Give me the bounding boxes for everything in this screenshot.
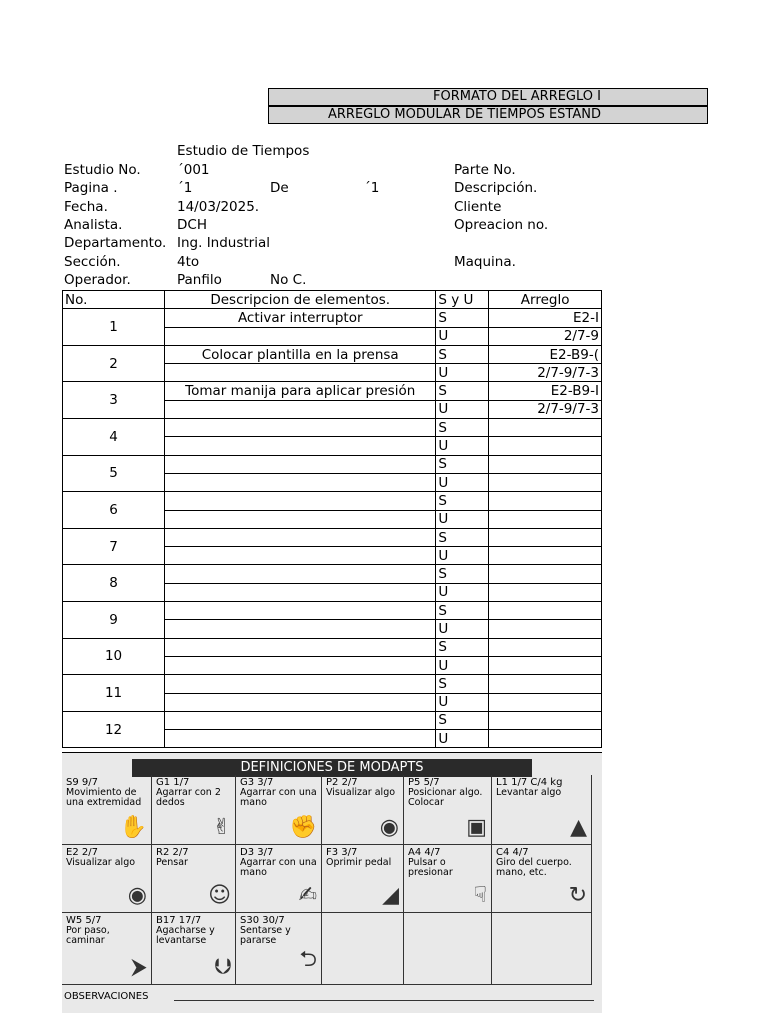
s-cell: S [436,492,489,510]
pagina-value: ´1 [177,180,193,196]
row-number-cell: 3 [63,382,165,419]
s-code-cell [489,638,602,656]
eye-icon: ◉ [379,815,399,840]
modapts-description: Visualizar algo [326,787,396,798]
element-description-cell-2 [165,400,436,418]
s-code-cell [489,419,602,437]
u-code-cell [489,620,602,638]
modapts-cell [236,913,322,985]
row-number-cell: 8 [63,565,165,602]
estudio-label: Estudio No. [64,162,141,178]
departamento-label: Departamento. [64,235,167,251]
handshake-icon: ✍ [298,883,317,908]
modapts-cell [152,845,236,913]
eye-icon: ◉ [127,883,147,908]
s-code-cell [489,675,602,693]
s-cell: S [436,565,489,583]
modapts-cell [322,775,404,845]
modapts-cell [404,775,492,845]
header-s-y-u: S y U [436,291,489,309]
modapts-cell [322,913,404,985]
s-cell: S [436,455,489,473]
think-icon: ☺ [208,883,231,908]
elements-table-body [63,291,602,748]
row-number-cell: 10 [63,638,165,675]
pinch-icon: ✌ [212,815,231,840]
analista-label: Analista. [64,217,123,233]
cliente-label: Cliente [454,199,502,215]
parte-label: Parte No. [454,162,516,178]
table-row [63,528,602,546]
u-code-cell [489,656,602,674]
fecha-label: Fecha. [64,199,108,215]
press-icon: ☟ [473,883,487,908]
s-cell: S [436,419,489,437]
s-cell: S [436,345,489,363]
modapts-description: Agarrar con una mano [240,857,317,878]
table-row [63,675,602,693]
u-code-cell [489,583,602,601]
modapts-description: Movimiento de una extremidad [66,787,142,808]
modapts-cell [152,775,236,845]
modapts-cell [404,913,492,985]
element-description-cell [165,638,436,656]
modapts-description: Por paso, caminar [66,925,110,946]
place-icon: ▣ [466,815,487,840]
modapts-description: Levantar algo [496,787,562,798]
element-description-cell [165,528,436,546]
u-code-cell [489,437,602,455]
u-code-cell: 2/7-9 [489,327,602,345]
u-cell: U [436,547,489,565]
element-description-cell [165,419,436,437]
de-label: De [270,180,289,196]
study-title: Estudio de Tiempos [177,143,310,159]
modapts-cell [62,775,152,845]
row-number-cell: 9 [63,602,165,639]
walk-icon: ⮞ [131,955,147,980]
operador-value: Panfilo [177,272,222,288]
element-description-cell [165,565,436,583]
table-row [63,638,602,656]
element-description-cell-2 [165,473,436,491]
u-code-cell [489,547,602,565]
u-cell: U [436,327,489,345]
u-code-cell [489,510,602,528]
modapts-cell [492,913,592,985]
s-cell: S [436,528,489,546]
seccion-label: Sección. [64,254,121,270]
element-description-cell [165,711,436,729]
table-row [63,345,602,363]
modapts-code: R2 2/7 [156,847,189,858]
table-row [63,602,602,620]
pedal-icon: ◢ [382,883,399,908]
header-no: No. [63,291,165,309]
modapts-cell [152,913,236,985]
modapts-cell [62,845,152,913]
element-description-cell-2 [165,437,436,455]
table-row [63,455,602,473]
row-number-cell: 12 [63,711,165,748]
u-code-cell: 2/7-9/7-3 [489,400,602,418]
bend-icon: ⮋ [214,955,231,980]
s-code-cell: E2-B9-I [489,382,602,400]
modapts-description: Pulsar o presionar [408,857,453,878]
s-cell: S [436,711,489,729]
operador-label: Operador. [64,272,131,288]
element-description-cell [165,675,436,693]
modapts-cell [404,845,492,913]
modapts-cell [322,845,404,913]
u-cell: U [436,656,489,674]
modapts-description: Giro del cuerpo. mano, etc. [496,857,572,878]
modapts-code: W5 5/7 [66,915,102,926]
no-c-label: No C. [270,272,307,288]
modapts-code: G3 3/7 [240,777,274,788]
table-row [63,565,602,583]
pagina-label: Pagina . [64,180,118,196]
element-description-cell-2 [165,327,436,345]
element-description-cell: Colocar plantilla en la prensa [165,345,436,363]
descripcion-label: Descripción. [454,180,538,196]
modapts-code: G1 1/7 [156,777,190,788]
element-description-cell-2 [165,583,436,601]
header-arreglo: Arreglo [489,291,602,309]
banner-2-overflow [603,107,708,124]
s-cell: S [436,382,489,400]
de-value: ´1 [364,180,380,196]
modapts-code: S30 30/7 [240,915,285,926]
element-description-cell [165,492,436,510]
s-code-cell [489,602,602,620]
s-code-cell: E2-B9-( [489,345,602,363]
u-code-cell [489,473,602,491]
seccion-value: 4to [177,254,200,270]
s-code-cell: E2-I [489,309,602,327]
table-row [63,309,602,327]
element-description-cell [165,455,436,473]
modapts-code: S9 9/7 [66,777,98,788]
row-number-cell: 5 [63,455,165,492]
modapts-code: L1 1/7 C/4 kg [496,777,563,788]
s-code-cell [489,565,602,583]
u-cell: U [436,620,489,638]
element-description-cell-2 [165,730,436,748]
modapts-description: Posicionar algo. Colocar [408,787,483,808]
weight-icon: ▲ [570,815,587,840]
table-header-row [63,291,602,309]
departamento-value: Ing. Industrial [177,235,271,251]
header-descripcion: Descripcion de elementos. [165,291,436,309]
u-cell: U [436,364,489,382]
s-code-cell [489,711,602,729]
modapts-cell [492,845,592,913]
modapts-description: Sentarse y pararse [240,925,291,946]
modapts-code: E2 2/7 [66,847,98,858]
element-description-cell-2 [165,620,436,638]
u-cell: U [436,583,489,601]
u-cell: U [436,510,489,528]
element-description-cell-2 [165,364,436,382]
elements-table [62,290,602,748]
modapts-code: P5 5/7 [408,777,440,788]
u-cell: U [436,693,489,711]
arm-icon: ✋ [119,815,147,840]
element-description-cell: Activar interruptor [165,309,436,327]
table-row [63,419,602,437]
s-code-cell [489,455,602,473]
modapts-code: P2 2/7 [326,777,358,788]
banner-2-text: ARREGLO MODULAR DE TIEMPOS ESTAND [327,107,601,122]
table-row [63,492,602,510]
u-cell: U [436,473,489,491]
modapts-cell [492,775,592,845]
modapts-cell [236,775,322,845]
row-number-cell: 1 [63,309,165,346]
modapts-description: Agacharse y levantarse [156,925,215,946]
fecha-value: 14/03/2025. [177,199,260,215]
banner-1-overflow [603,89,708,106]
maquina-label: Maquina. [454,254,516,270]
s-cell: S [436,638,489,656]
sit-icon: ⮌ [299,947,317,972]
row-number-cell: 2 [63,345,165,382]
modapts-description: Oprimir pedal [326,857,392,868]
s-code-cell [489,528,602,546]
s-cell: S [436,675,489,693]
modapts-description: Agarrar con una mano [240,787,317,808]
modapts-description: Agarrar con 2 dedos [156,787,221,808]
grasp-icon: ✊ [289,815,317,840]
u-code-cell: 2/7-9/7-3 [489,364,602,382]
u-code-cell [489,730,602,748]
element-description-cell-2 [165,547,436,565]
table-row [63,382,602,400]
modapts-cell [236,845,322,913]
u-code-cell [489,693,602,711]
observaciones-label: OBSERVACIONES [64,991,149,1002]
u-cell: U [436,730,489,748]
modapts-description: Visualizar algo [66,857,136,868]
s-code-cell [489,492,602,510]
estudio-value: ´001 [177,162,210,178]
modapts-code: D3 3/7 [240,847,274,858]
element-description-cell-2 [165,693,436,711]
modapts-cell [62,913,152,985]
modapts-code: F3 3/7 [326,847,358,858]
s-cell: S [436,602,489,620]
row-number-cell: 7 [63,528,165,565]
element-description-cell-2 [165,510,436,528]
row-number-cell: 11 [63,675,165,712]
modapts-description: Pensar [156,857,188,868]
u-cell: U [436,400,489,418]
rotate-icon: ↻ [568,883,587,908]
operacion-label: Opreacion no. [454,217,549,233]
analista-value: DCH [177,217,207,233]
element-description-cell [165,602,436,620]
table-row [63,711,602,729]
element-description-cell: Tomar manija para aplicar presión [165,382,436,400]
row-number-cell: 4 [63,419,165,456]
modapts-code: B17 17/7 [156,915,202,926]
row-number-cell: 6 [63,492,165,529]
modapts-code: C4 4/7 [496,847,529,858]
modapts-definitions-sheet [62,752,602,1013]
banner-1-text: FORMATO DEL ARREGLO I [433,89,601,104]
modapts-code: A4 4/7 [408,847,441,858]
observaciones-line [174,1000,594,1001]
u-cell: U [436,437,489,455]
s-cell: S [436,309,489,327]
element-description-cell-2 [165,656,436,674]
modapts-title: DEFINICIONES DE MODAPTS [132,759,532,777]
